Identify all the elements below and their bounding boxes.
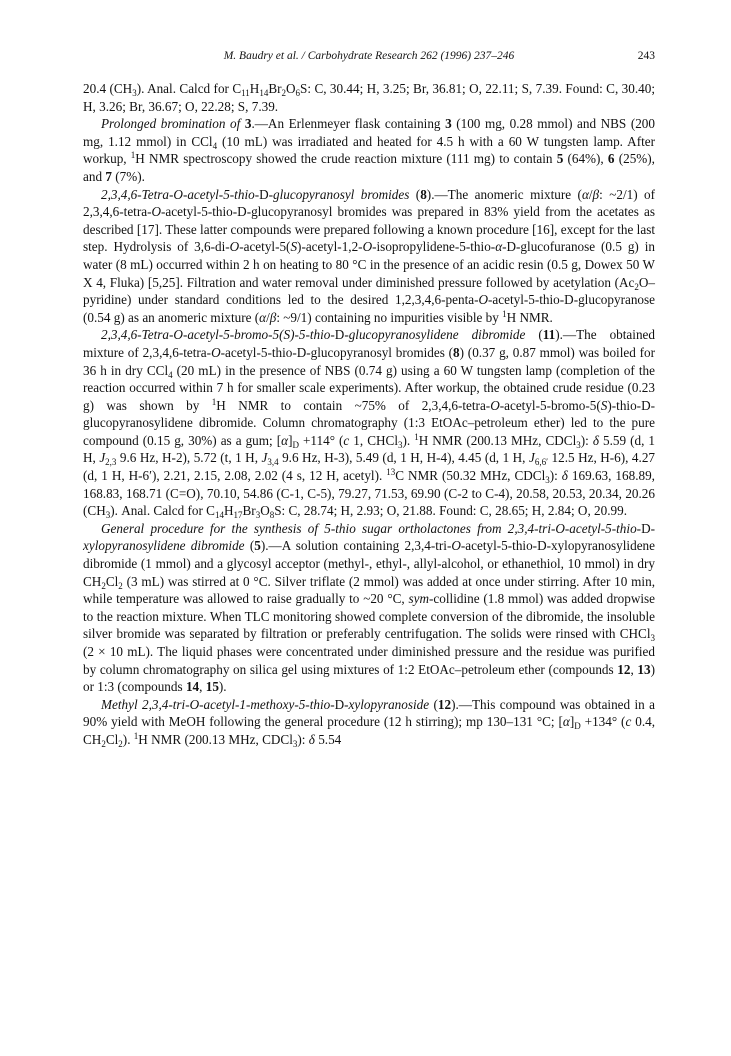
paragraph-compound-12: Methyl 2,3,4-tri-O-acetyl-1-methoxy-5-thio-D-xylopyranoside (12).—This compound was obtained in a 90% yield with MeOH following the general procedure (12 h stirring); mp 130–131 °C; $[\alpha]_D +134^\circ$ (c 0.4, $CH_2Cl_2$). $^1$H NMR (200.13 MHz, CDCl$_3$): δ 5.54 [83,696,656,749]
running-header [83,50,655,70]
paragraph-general-procedure: General procedure for the synthesis of 5-thio sugar ortholactones from 2,3,4-tri-O-acetyl-5-thio-D-xylopyranosylidene dibromide (5).—A solution containing 2,3,4-tri-O-acetyl-5-thio-D-xylopyranosylidene dibromide (1 mmol) and a glycosyl acceptor (methyl-, ethyl-, allyl-alcohol, or ethanethiol, 10 mmol) in dry $CH_2Cl_2$ (3 mL) was stirred at 0 °C. Silver triflate (2 mmol) was added at once under stirring. After 10 min, while temperature was allowed to raise gradually to ~20 °C, sym-collidine (1.8 mmol) was added dropwise to the reaction mixture. When TLC monitoring showed complete conversion of the dibromide, the insoluble silver bromide was separated by filtration or preferably centrifugation. The solids were rinsed with CHCl$_3$ (2 × 10 mL). The liquid phases were concentrated under diminished pressure and the residue was purified by column chromatography on silica gel using mixtures of 1:2 EtOAc–petroleum ether (compounds 12, 13) or 1:3 (compounds 14, 15). [83,520,656,695]
paragraph-prolonged-bromination: Prolonged bromination of 3.—An Erlenmeyer flask containing 3 (100 mg, 0.28 mmol) and NBS (200 mg, 1.12 mmol) in CCl$_4$ (10 mL) was irradiated and heated for 4.5 h with a 60 W tungsten lamp. After workup, $^1$H NMR spectroscopy showed the crude reaction mixture (111 mg) to contain 5 (64%), 6 (25%), and 7 (7%). [83,116,655,184]
article-body [83,80,655,749]
page-number: 243 [637,50,655,62]
paragraph-glucopyranosyl-bromides: 2,3,4,6-Tetra-O-acetyl-5-thio-D-glucopyranosyl bromides (8).—The anomeric mixture (α/β: ~2/1) of 2,3,4,6-tetra-O-acetyl-5-thio-D-glucopyranosyl bromides was prepared in 83% yield from the acetates as described [17]. These latter compounds were prepared following a known procedure [16], except for the last step. Hydrolysis of 3,6-di-O-acetyl-5(S)-acetyl-1,2-O-isopropylidene-5-thio-α-D-glucofuranose (0.5 g) in water (8 mL) occurred within 2 h on heating to 80 °C in the presence of an acidic resin (0.5 g, Dowex 50 W X 4, Fluka) [5,25]. Filtration and water removal under diminished pressure followed by acetylation $(Ac_2O-pyridine)$ under standard conditions led to the desired 1,2,3,4,6-penta-O-acetyl-5-thio-D-glucopyranose (0.54 g) as an anomeric mixture (α/β: ~9/1) containing no impurities visible by $^1$H NMR. [83,186,656,325]
running-head: M. Baudry et al. / Carbohydrate Research 262 (1996) 237–246 [223,50,515,62]
paragraph-dibromide-11: 2,3,4,6-Tetra-O-acetyl-5-bromo-5(S)-5-thio-D-glucopyranosylidene dibromide (11).—The obtained mixture of 2,3,4,6-tetra-O-acetyl-5-thio-D-glucopyranosyl bromides (8) (0.37 g, 0.87 mmol) was boiled for 36 h in dry CCl$_4$ (20 mL) in the presence of NBS (0.74 g) using a 60 W tungsten lamp (completion of the reaction occurred within 7 h for smaller scale experiments). After workup, the obtained crude residue (0.23 g) was shown by $^1$H NMR to contain ~75% of 2,3,4,6-tetra-O-acetyl-5-bromo-5(S)-thio-D-glucopyranosylidene dibromide. Column chromatography (1:3 EtOAc–petroleum ether) led to the pure compound (0.15 g, 30%) as a gum; $[\alpha]_D +114^\circ$ (c 1, CHCl$_3$). $^1$H NMR (200.13 MHz, CDCl$_3$): δ 5.59 (d, 1 H, $J_{2,3}$ 9.6 Hz, H-2), 5.72 (t, 1 H, $J_{3,4}$ 9.6 Hz, H-3), 5.49 (d, 1 H, H-4), 4.45 (d, 1 H, $J_{6,6'}$ 12.5 Hz, H-6), 4.27 (d, 1 H, H-6′), 2.21, 2.15, 2.08, 2.02 (4 s, 12 H, acetyl). $^{13}$C NMR (50.32 MHz, CDCl$_3$): δ 169.63, 168.89, 168.83, 168.71 (C=O), 70.10, 54.86 (C-1, C-5), 79.27, 71.53, 69.90 (C-2 to C-4), 20.58, 20.53, 20.34, 20.26 $(CH_3)$. Anal. Calcd for $C_{14}H_{17}Br_3O_8S$: C, 28.74; H, 2.93; O, 21.88. Found: C, 28.65; H, 2.84; O, 20.99. [83,327,656,521]
paragraph-anal-continuation: 20.4 $(CH_3)$. Anal. Calcd for $C_{11}H_{14}Br_2O_6S$: C, 30.44; H, 3.25; Br, 36.81; O, 22.11; S, 7.39. Found: C, 30.40; H, 3.26; Br, 36.67; O, 22.28; S, 7.39. [83,81,655,114]
